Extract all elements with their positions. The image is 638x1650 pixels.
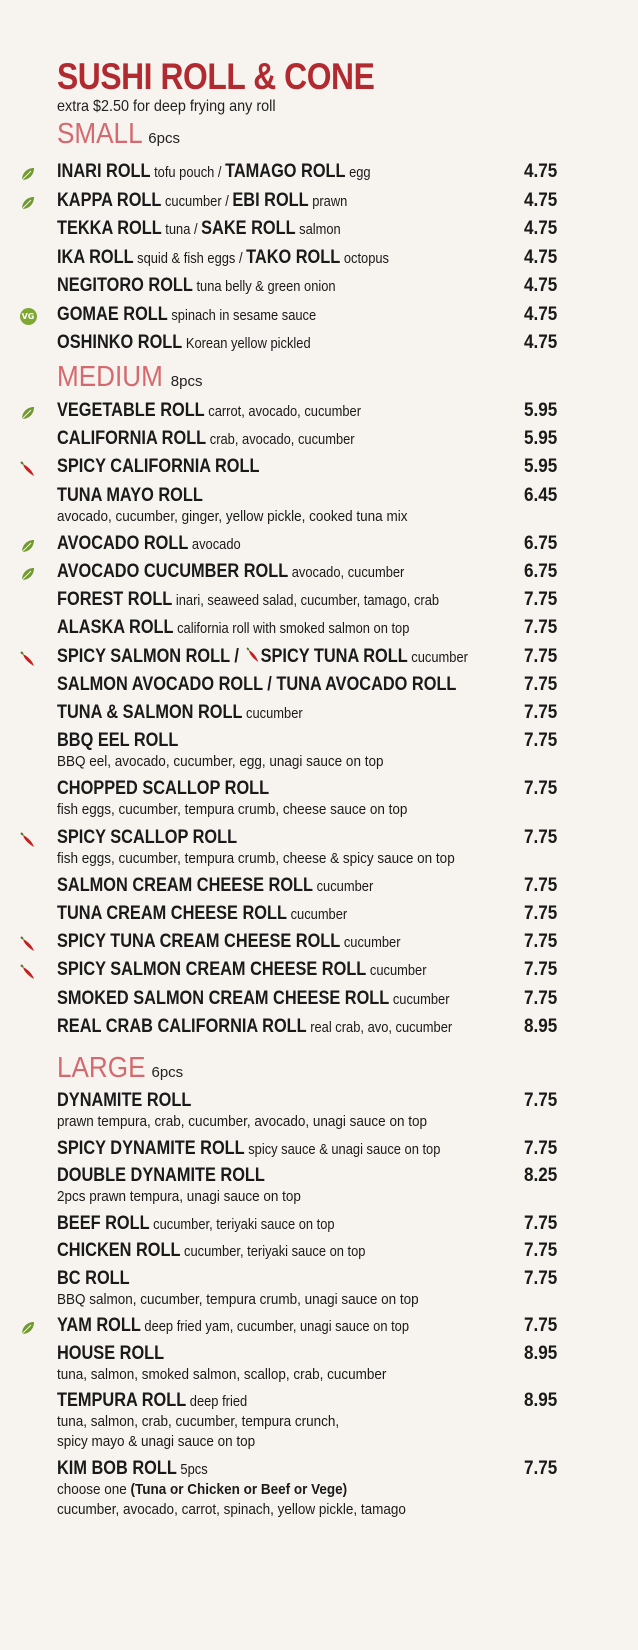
item-name: SPICY SALMON ROLL / xyxy=(57,645,244,667)
item-detail-line xyxy=(57,1187,301,1207)
item-name-line xyxy=(57,873,373,900)
item-description: tofu pouch / xyxy=(150,164,226,181)
chili-pepper-icon xyxy=(19,460,37,478)
item-name-line xyxy=(57,1136,440,1163)
item-detail-line xyxy=(57,1412,339,1432)
section-count: 6pcs xyxy=(147,1064,184,1081)
item-price: 8.95 xyxy=(524,1015,558,1037)
item-name: SALMON CREAM CHEESE ROLL xyxy=(57,874,314,896)
item-price: 4.75 xyxy=(524,303,558,325)
item-name: SPICY SALMON CREAM CHEESE ROLL xyxy=(57,959,367,981)
item-name-line xyxy=(57,825,237,851)
item-detail: 2pcs prawn tempura, unagi sauce on top xyxy=(57,1188,301,1205)
item-price: 6.45 xyxy=(524,484,558,506)
item-description: spicy sauce & unagi sauce on top xyxy=(244,1140,441,1158)
item-name-line xyxy=(57,587,439,614)
item-detail-line xyxy=(57,1290,419,1310)
item-price: 4.75 xyxy=(524,246,558,268)
item-price: 7.75 xyxy=(524,1315,558,1336)
item-name-line xyxy=(57,426,355,453)
item-name-line xyxy=(57,1211,335,1238)
item-description: inari, seaweed salad, cucumber, tamago, crab xyxy=(172,592,440,610)
item-name: DYNAMITE ROLL xyxy=(57,1090,192,1111)
item-description: deep fried yam, cucumber, unagi sauce on top xyxy=(140,1318,410,1335)
item-name-second: TAKO ROLL xyxy=(246,246,341,268)
chili-pepper-icon xyxy=(19,963,37,981)
item-price: 7.75 xyxy=(524,673,558,695)
item-name: AVOCADO CUCUMBER ROLL xyxy=(57,561,289,582)
item-name-second: SPICY TUNA ROLL xyxy=(260,645,408,667)
item-name-line xyxy=(57,398,361,425)
item-name: BEEF ROLL xyxy=(57,1212,150,1234)
item-name-line xyxy=(57,159,371,186)
item-price: 5.95 xyxy=(524,428,558,450)
item-description-second: salmon xyxy=(295,221,341,238)
item-description: cucumber xyxy=(340,934,401,952)
item-name: YAM ROLL xyxy=(57,1315,141,1336)
item-name: TUNA CREAM CHEESE ROLL xyxy=(57,903,287,924)
chili-pepper-icon xyxy=(245,646,259,662)
page-subtitle: extra $2.50 for deep frying any roll xyxy=(57,98,276,115)
item-name-line xyxy=(57,1388,247,1415)
item-name: SPICY DYNAMITE ROLL xyxy=(57,1137,245,1159)
item-name-line xyxy=(57,1163,265,1189)
item-name-line xyxy=(57,1014,452,1041)
menu-item xyxy=(0,644,638,674)
item-price: 7.75 xyxy=(524,931,558,953)
item-name: SALMON AVOCADO ROLL / TUNA AVOCADO ROLL xyxy=(57,673,457,695)
menu-item xyxy=(0,929,638,959)
item-name: BBQ EEL ROLL xyxy=(57,730,179,752)
item-name: FOREST ROLL xyxy=(57,589,173,611)
item-price: 7.75 xyxy=(524,1267,558,1289)
section-name: SMALL xyxy=(57,118,143,150)
menu-item xyxy=(0,901,638,931)
item-price: 7.75 xyxy=(524,702,558,723)
leaf-icon xyxy=(19,194,37,212)
item-price: 4.75 xyxy=(524,275,558,296)
menu-item xyxy=(0,559,638,589)
item-name-line xyxy=(57,1313,409,1340)
menu-item xyxy=(0,302,638,332)
item-description: cucumber, teriyaki sauce on top xyxy=(149,1215,335,1233)
item-name: CHOPPED SCALLOP ROLL xyxy=(57,778,270,800)
item-detail: prawn tempura, crab, cucumber, avocado, unagi sauce on top xyxy=(57,1113,427,1130)
item-price: 5.95 xyxy=(524,456,558,478)
item-price: 7.75 xyxy=(524,730,558,752)
item-description: cucumber xyxy=(242,705,303,722)
item-description-second: prawn xyxy=(308,192,348,210)
item-name: GOMAE ROLL xyxy=(57,303,168,325)
item-name-line xyxy=(57,1266,130,1292)
item-detail-line xyxy=(57,800,407,820)
menu-item xyxy=(0,454,638,484)
item-detail: avocado, cucumber, ginger, yellow pickle, cooked tuna mix xyxy=(57,507,408,525)
item-description: cucumber xyxy=(286,906,348,923)
chili-pepper-icon xyxy=(19,831,37,849)
item-name: VEGETABLE ROLL xyxy=(57,400,205,421)
item-name-line xyxy=(57,1238,365,1265)
item-price: 7.75 xyxy=(524,959,558,981)
item-description: cucumber, teriyaki sauce on top xyxy=(180,1243,366,1260)
item-price: 7.75 xyxy=(524,1137,558,1159)
item-name-line xyxy=(57,957,427,984)
item-detail-line xyxy=(57,752,383,772)
section-heading-large xyxy=(57,1052,183,1085)
menu-item xyxy=(0,216,638,246)
item-description: tuna belly & green onion xyxy=(192,278,336,295)
item-name: CHICKEN ROLL xyxy=(57,1240,181,1261)
item-description: cucumber xyxy=(313,877,374,895)
item-name-line xyxy=(57,1341,164,1367)
item-price: 4.75 xyxy=(524,189,558,211)
item-description: cucumber xyxy=(366,962,427,980)
menu-item xyxy=(0,531,638,561)
item-name: TUNA MAYO ROLL xyxy=(57,484,203,506)
leaf-icon xyxy=(19,565,37,583)
item-description-second: octopus xyxy=(340,249,390,267)
item-price: 5.95 xyxy=(524,400,558,421)
item-detail-line xyxy=(57,1480,347,1500)
menu-item xyxy=(0,986,638,1016)
item-name-line xyxy=(57,700,303,727)
item-description: crab, avocado, cucumber xyxy=(206,431,355,449)
item-description: 5pcs xyxy=(176,1460,208,1478)
menu-item xyxy=(0,587,638,617)
item-detail: fish eggs, cucumber, tempura crumb, cheese & spicy sauce on top xyxy=(57,849,455,867)
menu-item xyxy=(0,245,638,275)
item-price: 7.75 xyxy=(524,874,558,896)
item-detail: choose one xyxy=(57,1480,131,1498)
item-name: ALASKA ROLL xyxy=(57,617,174,639)
item-name-line xyxy=(57,188,347,215)
item-description: avocado xyxy=(188,535,241,553)
item-name: SPICY SCALLOP ROLL xyxy=(57,826,238,848)
item-name-line xyxy=(57,531,241,558)
item-name-line xyxy=(57,245,389,272)
item-name: TEKKA ROLL xyxy=(57,218,162,239)
item-name-line xyxy=(57,929,400,956)
item-price: 7.75 xyxy=(524,987,558,1009)
item-name: NEGITORO ROLL xyxy=(57,275,193,296)
item-price: 7.75 xyxy=(524,778,558,800)
item-name-line xyxy=(57,483,203,509)
menu-item xyxy=(0,672,638,702)
item-detail-line xyxy=(57,1365,386,1385)
item-name-line xyxy=(57,559,404,586)
item-description: tuna / xyxy=(161,221,202,238)
item-name-line xyxy=(57,273,336,300)
item-price: 7.75 xyxy=(524,1457,558,1479)
item-price: 8.95 xyxy=(524,1390,558,1411)
menu-item xyxy=(0,330,638,360)
item-detail: spicy mayo & unagi sauce on top xyxy=(57,1433,256,1450)
chili-pepper-icon xyxy=(19,650,37,668)
menu-item xyxy=(0,615,638,645)
item-price: 7.75 xyxy=(524,1240,558,1261)
item-name-second: SAKE ROLL xyxy=(201,218,296,239)
vg-badge-label: VG xyxy=(20,308,37,325)
item-name: KAPPA ROLL xyxy=(57,189,162,211)
item-price: 4.75 xyxy=(524,161,558,182)
item-name-line xyxy=(57,1456,208,1483)
item-detail: BBQ eel, avocado, cucumber, egg, unagi sauce on top xyxy=(57,753,384,771)
item-description: cucumber / xyxy=(161,192,233,210)
item-detail-line xyxy=(57,1112,427,1132)
vg-badge-icon xyxy=(19,308,37,326)
item-name-line xyxy=(57,672,456,698)
menu-item xyxy=(0,1313,638,1343)
menu-item xyxy=(0,398,638,428)
item-description: avocado, cucumber xyxy=(288,564,405,581)
item-description: spinach in sesame sauce xyxy=(167,306,317,324)
item-detail-line xyxy=(57,1432,255,1452)
item-detail-bold: (Tuna or Chicken or Beef or Vege) xyxy=(130,1480,348,1498)
item-description: carrot, avocado, cucumber xyxy=(204,403,361,420)
section-name: MEDIUM xyxy=(57,361,163,393)
item-name-line xyxy=(57,615,409,642)
item-description-second: egg xyxy=(345,164,371,181)
item-detail: fish eggs, cucumber, tempura crumb, cheese sauce on top xyxy=(57,801,408,819)
item-name: SPICY CALIFORNIA ROLL xyxy=(57,456,260,478)
section-name: LARGE xyxy=(57,1052,146,1084)
menu-item xyxy=(0,957,638,987)
item-name-line xyxy=(57,454,259,480)
item-price: 4.75 xyxy=(524,218,558,239)
section-heading-small xyxy=(57,118,180,151)
item-name: SPICY TUNA CREAM CHEESE ROLL xyxy=(57,931,341,953)
item-name-line xyxy=(57,330,311,357)
item-price: 8.95 xyxy=(524,1342,558,1364)
item-name-line xyxy=(57,728,178,754)
item-name: REAL CRAB CALIFORNIA ROLL xyxy=(57,1015,307,1037)
menu-item xyxy=(0,1211,638,1241)
menu-item xyxy=(0,1238,638,1268)
item-name: KIM BOB ROLL xyxy=(57,1457,177,1479)
item-detail-line xyxy=(57,1500,406,1520)
menu-item xyxy=(0,1136,638,1166)
leaf-icon xyxy=(19,1319,37,1337)
menu-item xyxy=(0,426,638,456)
item-name-line xyxy=(57,216,341,243)
item-description: Korean yellow pickled xyxy=(182,335,311,352)
item-name-line xyxy=(57,776,269,802)
leaf-icon xyxy=(19,537,37,555)
item-price: 4.75 xyxy=(524,332,558,353)
item-detail: BBQ salmon, cucumber, tempura crumb, unagi sauce on top xyxy=(57,1290,419,1308)
item-description: california roll with smoked salmon on top xyxy=(173,620,410,638)
item-name: BC ROLL xyxy=(57,1267,130,1289)
item-detail: cucumber, avocado, carrot, spinach, yellow pickle, tamago xyxy=(57,1500,406,1518)
section-count: 6pcs xyxy=(144,130,180,147)
leaf-icon xyxy=(19,165,37,183)
item-name-line xyxy=(57,986,449,1013)
item-name-second: EBI ROLL xyxy=(232,189,309,211)
item-price: 6.75 xyxy=(524,561,558,582)
menu-item xyxy=(0,159,638,189)
item-detail-line xyxy=(57,849,455,869)
item-name: HOUSE ROLL xyxy=(57,1342,165,1364)
chili-pepper-icon xyxy=(19,935,37,953)
item-name-line xyxy=(57,901,347,928)
item-price: 7.75 xyxy=(524,1090,558,1111)
item-price: 7.75 xyxy=(524,1212,558,1234)
item-name-second: TAMAGO ROLL xyxy=(225,161,346,182)
item-price: 6.75 xyxy=(524,532,558,554)
item-name: IKA ROLL xyxy=(57,246,134,268)
item-price: 7.75 xyxy=(524,826,558,848)
item-price: 7.75 xyxy=(524,903,558,924)
section-heading-medium xyxy=(57,361,202,394)
item-detail: tuna, salmon, crab, cucumber, tempura crunch, xyxy=(57,1413,340,1430)
item-name: CALIFORNIA ROLL xyxy=(57,428,207,450)
item-name: OSHINKO ROLL xyxy=(57,332,183,353)
section-count: 8pcs xyxy=(166,373,203,390)
page-title: SUSHI ROLL & CONE xyxy=(57,56,375,97)
item-name: SMOKED SALMON CREAM CHEESE ROLL xyxy=(57,987,390,1009)
item-description: deep fried xyxy=(186,1393,248,1410)
item-name-line xyxy=(57,302,316,329)
item-description: cucumber xyxy=(407,648,468,666)
item-name: INARI ROLL xyxy=(57,161,151,182)
item-price: 8.25 xyxy=(524,1165,558,1186)
menu-item xyxy=(0,700,638,730)
item-price: 7.75 xyxy=(524,589,558,611)
item-name: DOUBLE DYNAMITE ROLL xyxy=(57,1165,265,1186)
leaf-icon xyxy=(19,404,37,422)
menu-item xyxy=(0,188,638,218)
menu-item xyxy=(0,873,638,903)
item-description: real crab, avo, cucumber xyxy=(306,1018,453,1036)
item-description: squid & fish eggs / xyxy=(133,249,247,267)
item-detail: tuna, salmon, smoked salmon, scallop, crab, cucumber xyxy=(57,1365,387,1383)
item-description: cucumber xyxy=(389,990,450,1008)
item-name: AVOCADO ROLL xyxy=(57,532,189,554)
item-name-line xyxy=(57,644,468,671)
item-name-line xyxy=(57,1088,191,1114)
menu-item xyxy=(0,1014,638,1044)
menu-item xyxy=(0,273,638,303)
item-price: 7.75 xyxy=(524,617,558,639)
item-name: TEMPURA ROLL xyxy=(57,1390,187,1411)
item-name: TUNA & SALMON ROLL xyxy=(57,702,243,723)
item-detail-line xyxy=(57,507,407,527)
item-price: 7.75 xyxy=(524,645,558,667)
